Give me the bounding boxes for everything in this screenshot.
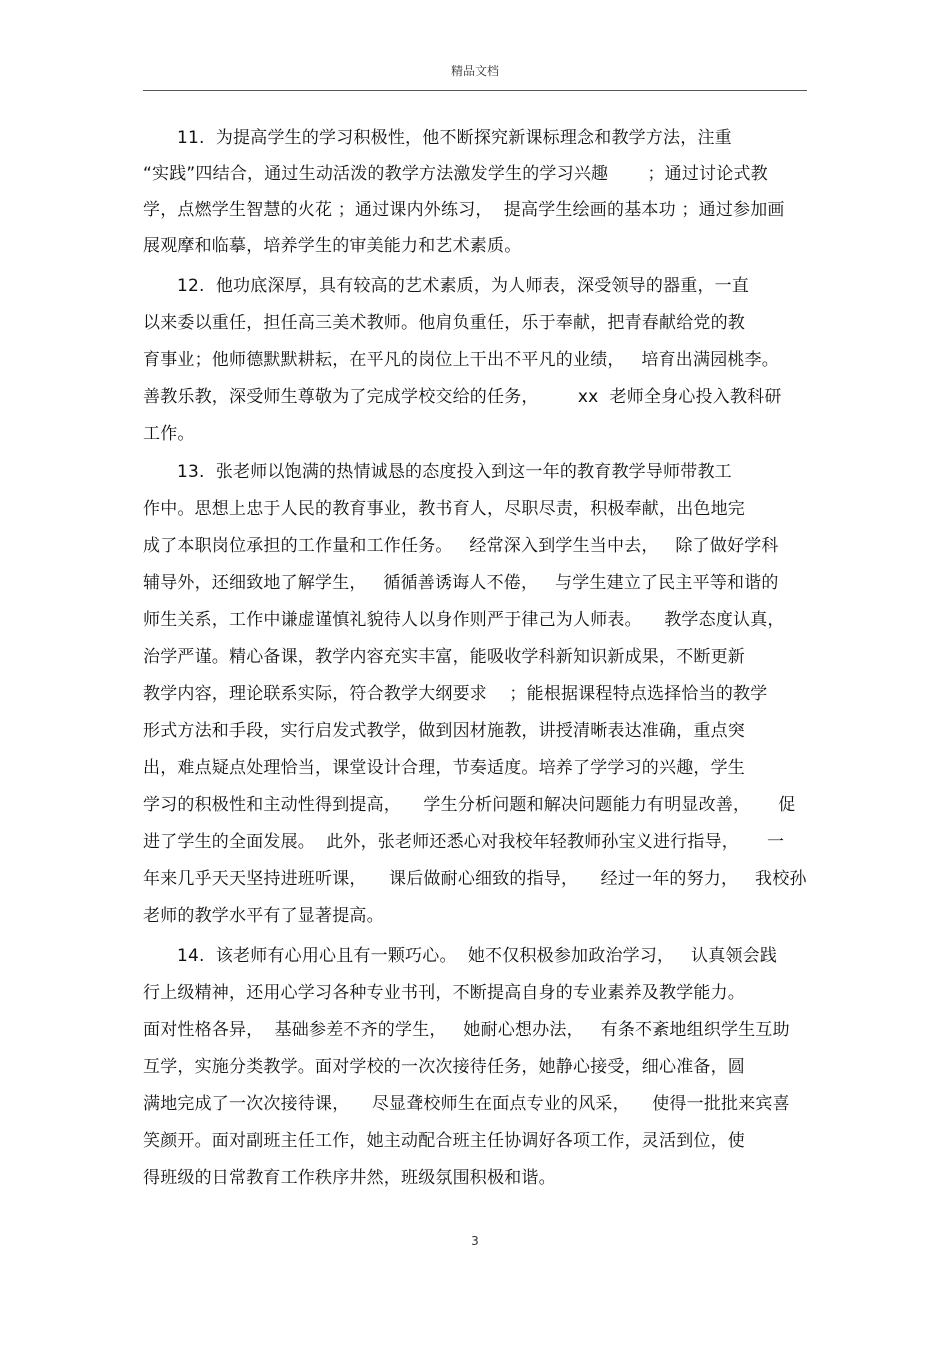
paragraph-line: 展观摩和临摹，培养学生的审美能力和艺术素质。 [143,236,522,256]
paragraph-line: 老师的教学水平有了显著提高。 [143,906,384,926]
header-divider [143,90,807,91]
paragraph-line: 14. 该老师有心用心且有一颗巧心。 她不仅积极参加政治学习， 认真领会践 [177,946,778,966]
paragraph-line: 笑颜开。面对副班主任工作，她主动配合班主任协调好各项工作，灵活到位，使 [143,1131,745,1151]
page-header-title: 精品文档 [450,64,499,78]
paragraph-line: 教学内容，理论联系实际，符合教学大纲要求 ；能根据课程特点选择恰当的教学 [143,684,768,704]
paragraph-line: 作中。思想上忠于人民的教育事业，教书育人，尽职尽责，积极奉献，出色地完 [143,499,745,519]
paragraph-line: 形式方法和手段，实行启发式教学，做到因材施教，讲授清晰表达准确，重点突 [143,721,745,741]
paragraph-line: 善教乐教，深受师生尊敬为了完成学校交给的任务， xx 老师全身心投入教科研 [143,387,782,407]
paragraph-line: 成了本职岗位承担的工作量和工作任务。 经常深入到学生当中去， 除了做好学科 [143,536,779,556]
page-number: 3 [471,1234,479,1248]
paragraph-line: 满地完成了一次次接待课， 尽显聋校师生在面点专业的风采， 使得一批批来宾喜 [143,1094,790,1114]
paragraph-line: 互学，实施分类教学。面对学校的一次次接待任务，她静心接受，细心准备，圆 [143,1057,745,1077]
paragraph-line: 行上级精神，还用心学习各种专业书刊，不断提高自身的专业素养及教学能力。 [143,983,745,1003]
paragraph-line: 13. 张老师以饱满的热情诚恳的态度投入到这一年的教育教学导师带教工 [177,462,732,482]
paragraph-line: 得班级的日常教育工作秩序井然，班级氛围积极和谐。 [143,1168,556,1188]
paragraph-line: 育事业；他师德默默耕耘，在平凡的岗位上干出不平凡的业绩， 培育出满园桃李。 [143,350,780,370]
paragraph-line: 治学严谨。精心备课，教学内容充实丰富，能吸收学科新知识新成果，不断更新 [143,647,745,667]
paragraph-line: 面对性格各异， 基础参差不齐的学生， 她耐心想办法， 有条不紊地组织学生互助 [143,1020,790,1040]
paragraph-line: 11. 为提高学生的学习积极性，他不断探究新课标理念和教学方法，注重 [177,128,732,148]
paragraph-line: 学，点燃学生智慧的火花 ；通过课内外练习， 提高学生绘画的基本功 ；通过参加画 [143,200,785,220]
paragraph-line: 出，难点疑点处理恰当，课堂设计合理，节奏适度。培养了学学习的兴趣，学生 [143,758,745,778]
paragraph-line: 师生关系，工作中谦虚谨慎礼貌待人以身作则严于律己为人师表。 教学态度认真， [143,610,785,630]
paragraph-line: 12. 他功底深厚，具有较高的艺术素质，为人师表，深受领导的器重，一直 [177,276,750,296]
paragraph-line: 以来委以重任，担任高三美术教师。他肩负重任，乐于奉献，把青春献给党的教 [143,313,745,333]
paragraph-line: 学习的积极性和主动性得到提高， 学生分析问题和解决问题能力有明显改善， 促 [143,795,796,815]
paragraph-line: 进了学生的全面发展。 此外，张老师还悉心对我校年轻教师孙宝义进行指导， 一 [143,832,785,852]
paragraph-line: 工作。 [143,424,195,444]
paragraph-line: 年来几乎天天坚持进班听课， 课后做耐心细致的指导， 经过一年的努力， 我校孙 [143,869,807,889]
paragraph-line: “实践”四结合，通过生动活泼的教学方法激发学生的学习兴趣 ；通过讨论式教 [143,164,768,184]
paragraph-line: 辅导外，还细致地了解学生， 循循善诱诲人不倦， 与学生建立了民主平等和谐的 [143,573,779,593]
